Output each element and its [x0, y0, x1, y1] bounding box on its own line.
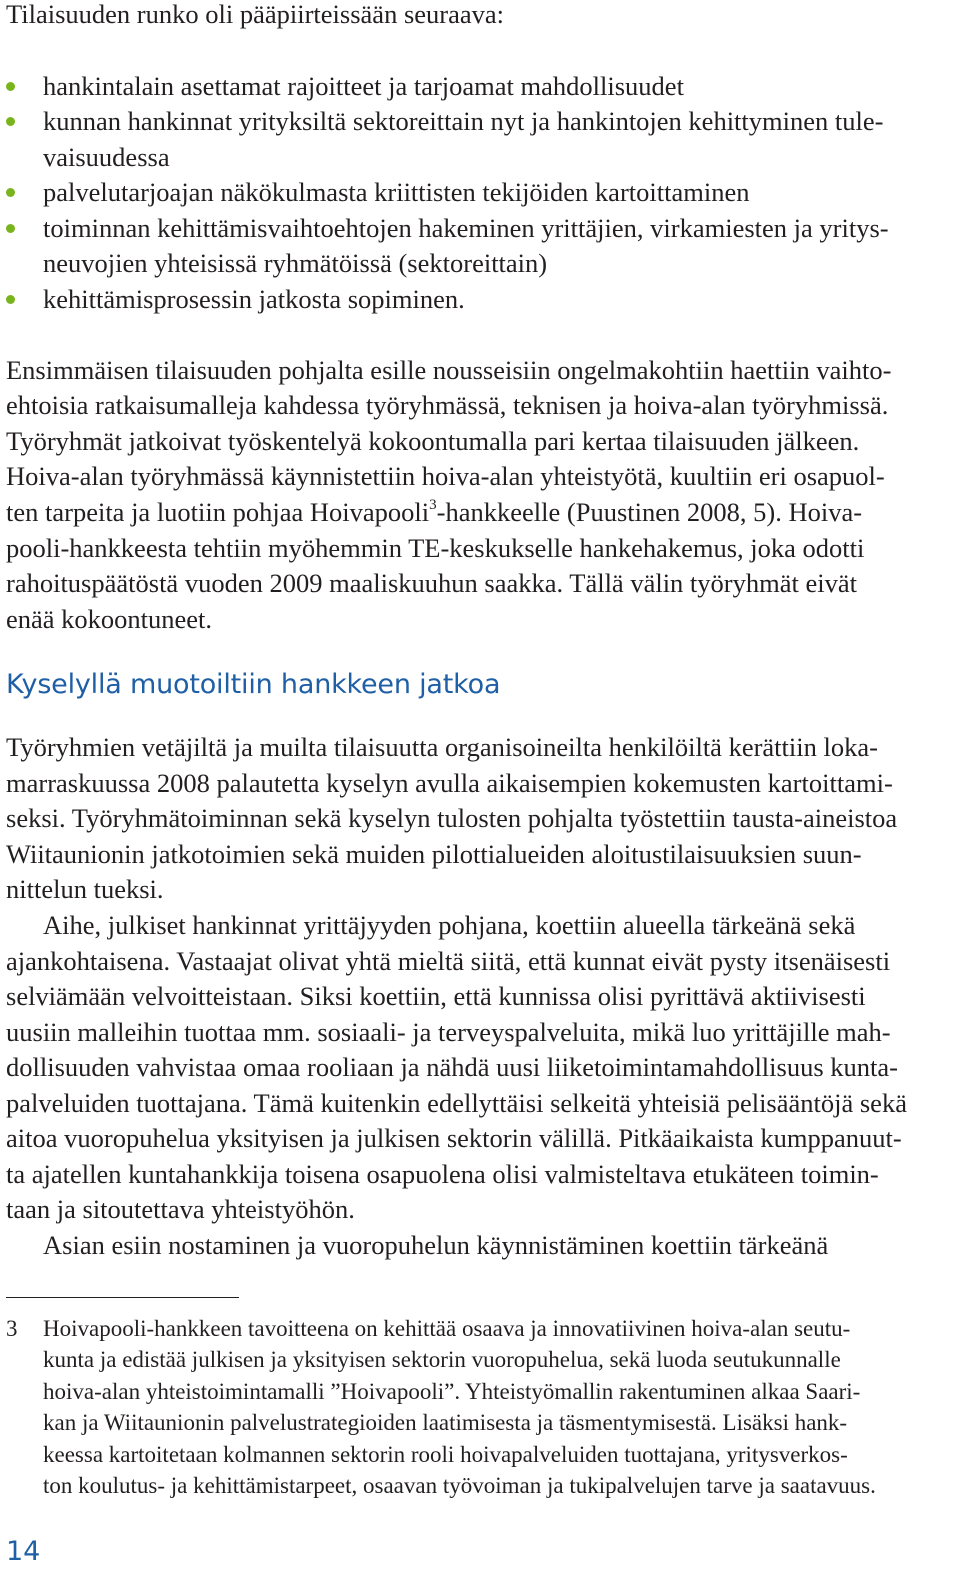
bullet-icon [6, 188, 15, 197]
footnote-line: Hoivapooli-hankkeen tavoitteena on kehittää osaava ja innovatiivinen hoiva-alan seutu- [43, 1316, 851, 1341]
footnote-divider [6, 1297, 239, 1298]
paragraph-text: -hankkeelle (Puustinen 2008, 5). Hoiva- [436, 497, 863, 527]
paragraph-line: nittelun tueksi. [6, 874, 164, 904]
section-heading: Kyselyllä muotoiltiin hankkeen jatkoa [6, 669, 501, 700]
paragraph-line: aitoa vuoropuhelua yksityisen ja julkisen sektorin välillä. Pitkäaikaista kumppanuut- [6, 1123, 902, 1153]
paragraph-line: ta ajatellen kuntahankkija toisena osapuolena olisi valmisteltava etukäteen toimin- [6, 1159, 879, 1189]
paragraph-line: Työryhmien vetäjiltä ja muilta tilaisuutta organisoineilta henkilöiltä kerättiin loka- [6, 732, 878, 762]
paragraph-line: dollisuuden vahvistaa omaa rooliaan ja nähdä uusi liiketoimintamahdollisuus kunta- [6, 1052, 898, 1082]
paragraph-line: taan ja sitoutettava yhteistyöhön. [6, 1194, 355, 1224]
paragraph-line [6, 495, 862, 531]
footnote-number: 3 [6, 1316, 18, 1341]
footnote-line: kan ja Wiitaunionin palvelustrategioiden laatimisesta ja täsmentymisestä. Lisäksi hank- [43, 1410, 848, 1435]
footnote-line: ton koulutus- ja kehittämistarpeet, osaavan työvoiman ja tukipalvelujen tarve ja saatavuus. [43, 1473, 876, 1498]
paragraph-line: Työryhmät jatkoivat työskentelyä kokoontumalla pari kertaa tilaisuuden jälkeen. [6, 426, 860, 456]
paragraph-line: Aihe, julkiset hankinnat yrittäjyyden pohjana, koettiin alueella tärkeänä sekä [43, 910, 856, 940]
footnote-line: kunta ja edistää julkisen ja yksityisen sektorin vuoropuhelua, sekä luoda seutukunnalle [43, 1347, 841, 1372]
paragraph-line: ajankohtaisena. Vastaajat olivat yhtä mieltä siitä, että kunnat eivät pysty itsenäisesti [6, 946, 891, 976]
page-number: 14 [6, 1536, 41, 1567]
list-item-line: palvelutarjoajan näkökulmasta kriittisten tekijöiden kartoittaminen [43, 177, 750, 207]
paragraph-line: Wiitaunionin jatkotoimien sekä muiden pilottialueiden aloitustilaisuuksien suun- [6, 839, 862, 869]
bullet-icon [6, 82, 15, 91]
list-item-line: hankintalain asettamat rajoitteet ja tarjoamat mahdollisuudet [43, 71, 684, 101]
footnote-line: hoiva-alan yhteistoimintamalli ”Hoivapooli”. Yhteistyömallin rakentuminen alkaa Saari- [43, 1379, 861, 1404]
list-item-line: kehittämisprosessin jatkosta sopiminen. [43, 284, 465, 314]
list-item-line: toiminnan kehittämisvaihtoehtojen hakeminen yrittäjien, virkamiesten ja yritys- [43, 213, 889, 243]
paragraph-line: selviämään velvoitteistaan. Siksi koettiin, että kunnissa olisi pyrittävä aktiivisesti [6, 981, 866, 1011]
intro-text: Tilaisuuden runko oli pääpiirteissään seuraava: [6, 0, 504, 29]
paragraph-line: Ensimmäisen tilaisuuden pohjalta esille nousseisiin ongelmakohtiin haettiin vaihto- [6, 355, 892, 385]
paragraph-line: pooli-hankkeesta tehtiin myöhemmin TE-keskukselle hankehakemus, joka odotti [6, 533, 865, 563]
list-item-line: neuvojien yhteisissä ryhmätöissä (sektoreittain) [43, 248, 548, 278]
bullet-icon [6, 117, 15, 126]
paragraph-line: ehtoisia ratkaisumalleja kahdessa työryhmässä, teknisen ja hoiva-alan työryhmissä. [6, 390, 889, 420]
paragraph-line: Asian esiin nostaminen ja vuoropuhelun käynnistäminen koettiin tärkeänä [43, 1230, 829, 1260]
paragraph-line: seksi. Työryhmätoiminnan sekä kyselyn tulosten pohjalta työstettiin tausta-aineistoa [6, 803, 898, 833]
footnote-line: keessa kartoitetaan kolmannen sektorin rooli hoivapalveluiden tuottajana, yritysverkos- [43, 1442, 848, 1467]
paragraph-line: Hoiva-alan työryhmässä käynnistettiin hoiva-alan yhteistyötä, kuultiin eri osapuol- [6, 461, 885, 491]
paragraph-line: enää kokoontuneet. [6, 604, 213, 634]
bullet-icon [6, 224, 15, 233]
list-item-line: kunnan hankinnat yrityksiltä sektoreittain nyt ja hankintojen kehittyminen tule- [43, 106, 884, 136]
paragraph-line: uusiin malleihin tuottaa mm. sosiaali- ja terveyspalveluita, mikä luo yrittäjille mah- [6, 1017, 891, 1047]
paragraph-line: marraskuussa 2008 palautetta kyselyn avulla aikaisempien kokemusten kartoittami- [6, 768, 893, 798]
footnote-reference[interactable]: 3 [429, 497, 437, 514]
paragraph-line: rahoituspäätöstä vuoden 2009 maaliskuuhun saakka. Tällä välin työryhmät eivät [6, 568, 857, 598]
list-item-line: vaisuudessa [43, 142, 170, 172]
bullet-icon [6, 295, 15, 304]
paragraph-text: ten tarpeita ja luotiin pohjaa Hoivapooli [6, 497, 430, 527]
paragraph-line: palveluiden tuottajana. Tämä kuitenkin edellyttäisi selkeitä yhteisiä pelisääntöjä sekä [6, 1088, 907, 1118]
